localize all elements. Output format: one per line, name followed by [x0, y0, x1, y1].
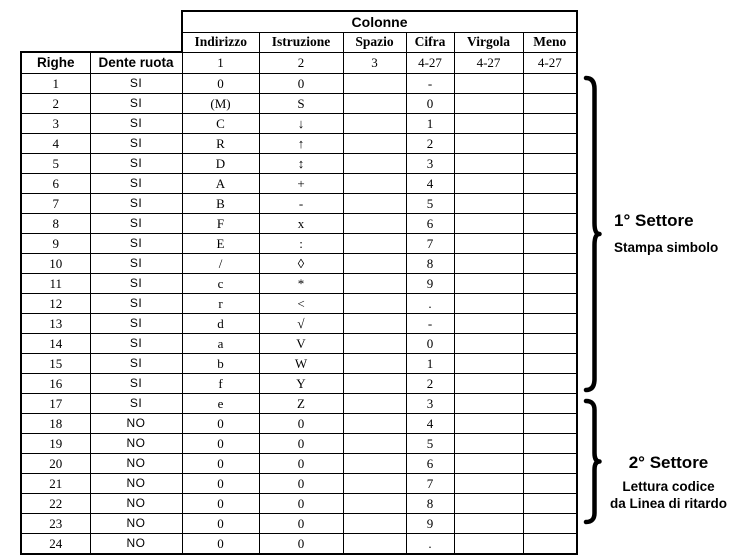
cell-dente-ruota: SI: [90, 213, 182, 233]
cell-meno: [523, 233, 577, 253]
cell-cifra: 2: [406, 373, 454, 393]
cell-dente-ruota: SI: [90, 393, 182, 413]
blank-corner: [21, 11, 182, 32]
cell-indirizzo: 0: [182, 433, 259, 453]
cell-cifra: 4: [406, 173, 454, 193]
cell-riga: 7: [21, 193, 90, 213]
cell-istruzione: √: [259, 313, 343, 333]
cell-riga: 6: [21, 173, 90, 193]
cell-cifra: 3: [406, 153, 454, 173]
cell-virgola: [454, 73, 523, 93]
cell-riga: 3: [21, 113, 90, 133]
cell-virgola: [454, 393, 523, 413]
cell-istruzione: 0: [259, 413, 343, 433]
cell-dente-ruota: SI: [90, 313, 182, 333]
cell-virgola: [454, 313, 523, 333]
sector2-subtitle: [597, 478, 740, 512]
cell-dente-ruota: SI: [90, 233, 182, 253]
column-number: 4-27: [454, 52, 523, 73]
cell-cifra: 0: [406, 333, 454, 353]
cell-spazio: [343, 493, 406, 513]
cell-istruzione: Z: [259, 393, 343, 413]
cell-spazio: [343, 93, 406, 113]
column-number: 4-27: [406, 52, 454, 73]
table-row: [21, 73, 577, 93]
cell-istruzione: x: [259, 213, 343, 233]
table-row: [21, 433, 577, 453]
cell-dente-ruota: SI: [90, 93, 182, 113]
cell-virgola: [454, 473, 523, 493]
cell-cifra: 7: [406, 473, 454, 493]
cell-riga: 12: [21, 293, 90, 313]
column-names-row: [21, 32, 577, 52]
table-row: [21, 513, 577, 533]
cell-istruzione: ↕: [259, 153, 343, 173]
cell-indirizzo: C: [182, 113, 259, 133]
column-header-cifra: Cifra: [406, 32, 454, 52]
cell-istruzione: +: [259, 173, 343, 193]
cell-dente-ruota: SI: [90, 113, 182, 133]
table-row: [21, 313, 577, 333]
cell-indirizzo: d: [182, 313, 259, 333]
cell-meno: [523, 533, 577, 554]
cell-cifra: 7: [406, 233, 454, 253]
cell-dente-ruota: SI: [90, 73, 182, 93]
cell-spazio: [343, 413, 406, 433]
cell-indirizzo: 0: [182, 513, 259, 533]
cell-indirizzo: R: [182, 133, 259, 153]
cell-virgola: [454, 253, 523, 273]
cell-riga: 20: [21, 453, 90, 473]
cell-virgola: [454, 273, 523, 293]
cell-virgola: [454, 533, 523, 554]
cell-riga: 24: [21, 533, 90, 554]
cell-meno: [523, 73, 577, 93]
cell-cifra: -: [406, 73, 454, 93]
cell-indirizzo: 0: [182, 473, 259, 493]
cell-virgola: [454, 233, 523, 253]
cell-virgola: [454, 493, 523, 513]
cell-spazio: [343, 293, 406, 313]
column-header-meno: Meno: [523, 32, 577, 52]
cell-virgola: [454, 353, 523, 373]
cell-dente-ruota: NO: [90, 513, 182, 533]
cell-riga: 10: [21, 253, 90, 273]
table-row: [21, 333, 577, 353]
cell-spazio: [343, 233, 406, 253]
cell-dente-ruota: SI: [90, 373, 182, 393]
cell-istruzione: 0: [259, 433, 343, 453]
column-numbers-row: [21, 52, 577, 73]
cell-spazio: [343, 173, 406, 193]
cell-dente-ruota: SI: [90, 353, 182, 373]
sector2-subtitle-line2: da Linea di ritardo: [609, 496, 728, 511]
cell-spazio: [343, 353, 406, 373]
cell-cifra: -: [406, 313, 454, 333]
table-row: [21, 213, 577, 233]
cell-dente-ruota: SI: [90, 333, 182, 353]
cell-cifra: 5: [406, 193, 454, 213]
cell-spazio: [343, 193, 406, 213]
table-row: [21, 273, 577, 293]
cell-dente-ruota: NO: [90, 433, 182, 453]
table-row: [21, 473, 577, 493]
cell-indirizzo: 0: [182, 73, 259, 93]
cell-indirizzo: r: [182, 293, 259, 313]
cell-indirizzo: 0: [182, 453, 259, 473]
cell-meno: [523, 273, 577, 293]
cell-cifra: 9: [406, 513, 454, 533]
cell-istruzione: 0: [259, 493, 343, 513]
cell-virgola: [454, 433, 523, 453]
cell-istruzione: Y: [259, 373, 343, 393]
cell-cifra: 0: [406, 93, 454, 113]
cell-indirizzo: 0: [182, 413, 259, 433]
cell-indirizzo: f: [182, 373, 259, 393]
table-row: [21, 193, 577, 213]
cell-indirizzo: (M): [182, 93, 259, 113]
cell-cifra: 6: [406, 453, 454, 473]
table-row: [21, 493, 577, 513]
cell-istruzione: -: [259, 193, 343, 213]
cell-istruzione: 0: [259, 453, 343, 473]
cell-cifra: 1: [406, 353, 454, 373]
column-header-virgola: Virgola: [454, 32, 523, 52]
table-row: [21, 533, 577, 554]
cell-virgola: [454, 133, 523, 153]
cell-indirizzo: 0: [182, 493, 259, 513]
cell-meno: [523, 393, 577, 413]
cell-dente-ruota: NO: [90, 533, 182, 554]
column-number: 4-27: [523, 52, 577, 73]
cell-riga: 18: [21, 413, 90, 433]
cell-virgola: [454, 113, 523, 133]
cell-dente-ruota: SI: [90, 193, 182, 213]
cell-virgola: [454, 373, 523, 393]
cell-virgola: [454, 193, 523, 213]
cell-dente-ruota: NO: [90, 493, 182, 513]
cell-istruzione: 0: [259, 533, 343, 554]
cell-indirizzo: a: [182, 333, 259, 353]
cell-cifra: 8: [406, 253, 454, 273]
table-row: [21, 253, 577, 273]
cell-riga: 16: [21, 373, 90, 393]
cell-riga: 2: [21, 93, 90, 113]
cell-cifra: 9: [406, 273, 454, 293]
cell-dente-ruota: SI: [90, 133, 182, 153]
cell-meno: [523, 113, 577, 133]
cell-meno: [523, 133, 577, 153]
table-row: [21, 293, 577, 313]
table-row: [21, 413, 577, 433]
table-row: [21, 233, 577, 253]
cell-dente-ruota: SI: [90, 253, 182, 273]
cell-indirizzo: /: [182, 253, 259, 273]
table-row: [21, 113, 577, 133]
cell-virgola: [454, 153, 523, 173]
cell-riga: 22: [21, 493, 90, 513]
cell-indirizzo: A: [182, 173, 259, 193]
cell-istruzione: 0: [259, 513, 343, 533]
cell-cifra: .: [406, 293, 454, 313]
cell-meno: [523, 173, 577, 193]
cell-dente-ruota: SI: [90, 153, 182, 173]
cell-virgola: [454, 513, 523, 533]
cell-meno: [523, 433, 577, 453]
cell-riga: 23: [21, 513, 90, 533]
cell-meno: [523, 473, 577, 493]
cell-meno: [523, 493, 577, 513]
table-row: [21, 393, 577, 413]
cell-spazio: [343, 273, 406, 293]
cell-istruzione: S: [259, 93, 343, 113]
column-header-istruzione: Istruzione: [259, 32, 343, 52]
cell-meno: [523, 93, 577, 113]
column-number: 1: [182, 52, 259, 73]
table-row: [21, 353, 577, 373]
code-table: [20, 10, 578, 555]
cell-istruzione: 0: [259, 73, 343, 93]
cell-indirizzo: b: [182, 353, 259, 373]
cell-spazio: [343, 133, 406, 153]
sector1-brace: [583, 75, 602, 393]
cell-istruzione: W: [259, 353, 343, 373]
cell-meno: [523, 453, 577, 473]
cell-riga: 17: [21, 393, 90, 413]
cell-riga: 19: [21, 433, 90, 453]
cell-riga: 9: [21, 233, 90, 253]
cell-virgola: [454, 213, 523, 233]
cell-spazio: [343, 213, 406, 233]
cell-cifra: 8: [406, 493, 454, 513]
cell-virgola: [454, 413, 523, 433]
cell-indirizzo: E: [182, 233, 259, 253]
cell-spazio: [343, 373, 406, 393]
sector2-annotation: [597, 453, 740, 512]
cell-riga: 14: [21, 333, 90, 353]
cell-meno: [523, 213, 577, 233]
cell-cifra: 1: [406, 113, 454, 133]
cell-istruzione: *: [259, 273, 343, 293]
cell-dente-ruota: NO: [90, 413, 182, 433]
cell-dente-ruota: SI: [90, 293, 182, 313]
table-row: [21, 93, 577, 113]
cell-spazio: [343, 253, 406, 273]
cell-riga: 4: [21, 133, 90, 153]
cell-istruzione: :: [259, 233, 343, 253]
cell-meno: [523, 413, 577, 433]
cell-spazio: [343, 433, 406, 453]
columns-group-header: Colonne: [182, 11, 577, 32]
blank-corner: [21, 32, 182, 52]
cell-indirizzo: e: [182, 393, 259, 413]
cell-istruzione: ↓: [259, 113, 343, 133]
cell-istruzione: ◊: [259, 253, 343, 273]
cell-spazio: [343, 393, 406, 413]
column-number: 2: [259, 52, 343, 73]
group-header-row: [21, 11, 577, 32]
cell-virgola: [454, 453, 523, 473]
table-row: [21, 173, 577, 193]
cell-indirizzo: D: [182, 153, 259, 173]
cell-dente-ruota: SI: [90, 273, 182, 293]
cell-istruzione: V: [259, 333, 343, 353]
cell-riga: 15: [21, 353, 90, 373]
sector1-subtitle: Stampa simbolo: [614, 240, 719, 255]
column-number: 3: [343, 52, 406, 73]
cell-indirizzo: 0: [182, 533, 259, 554]
cell-riga: 1: [21, 73, 90, 93]
cell-indirizzo: F: [182, 213, 259, 233]
cell-meno: [523, 153, 577, 173]
cell-meno: [523, 353, 577, 373]
cell-cifra: 3: [406, 393, 454, 413]
cell-virgola: [454, 173, 523, 193]
cell-riga: 21: [21, 473, 90, 493]
cell-spazio: [343, 153, 406, 173]
cell-cifra: 5: [406, 433, 454, 453]
cell-spazio: [343, 113, 406, 133]
cell-meno: [523, 253, 577, 273]
cell-riga: 8: [21, 213, 90, 233]
cell-spazio: [343, 313, 406, 333]
cell-istruzione: 0: [259, 473, 343, 493]
cell-spazio: [343, 453, 406, 473]
cell-cifra: .: [406, 533, 454, 554]
sector2-subtitle-line1: Lettura codice: [622, 479, 715, 494]
table-row: [21, 453, 577, 473]
cell-meno: [523, 373, 577, 393]
cell-spazio: [343, 73, 406, 93]
cell-dente-ruota: SI: [90, 173, 182, 193]
cell-riga: 11: [21, 273, 90, 293]
cell-indirizzo: c: [182, 273, 259, 293]
rows-header-label: Righe: [21, 52, 90, 73]
sector1-annotation: [614, 211, 718, 256]
cell-cifra: 4: [406, 413, 454, 433]
cell-dente-ruota: NO: [90, 473, 182, 493]
table-row: [21, 373, 577, 393]
table-row: [21, 153, 577, 173]
cell-cifra: 2: [406, 133, 454, 153]
cell-dente-ruota: NO: [90, 453, 182, 473]
cell-spazio: [343, 473, 406, 493]
cell-meno: [523, 193, 577, 213]
cell-spazio: [343, 513, 406, 533]
column-header-indirizzo: Indirizzo: [182, 32, 259, 52]
sector2-title: 2° Settore: [628, 453, 709, 472]
column-header-spazio: Spazio: [343, 32, 406, 52]
cell-meno: [523, 513, 577, 533]
cell-istruzione: <: [259, 293, 343, 313]
table-row: [21, 133, 577, 153]
cell-riga: 5: [21, 153, 90, 173]
cell-virgola: [454, 293, 523, 313]
cell-meno: [523, 293, 577, 313]
cell-indirizzo: B: [182, 193, 259, 213]
cell-istruzione: ↑: [259, 133, 343, 153]
cell-virgola: [454, 333, 523, 353]
cell-spazio: [343, 333, 406, 353]
cell-virgola: [454, 93, 523, 113]
cell-spazio: [343, 533, 406, 554]
sector1-title: 1° Settore: [614, 211, 694, 230]
cell-meno: [523, 313, 577, 333]
wheel-tooth-header-label: Dente ruota: [90, 52, 182, 73]
cell-riga: 13: [21, 313, 90, 333]
cell-cifra: 6: [406, 213, 454, 233]
cell-meno: [523, 333, 577, 353]
